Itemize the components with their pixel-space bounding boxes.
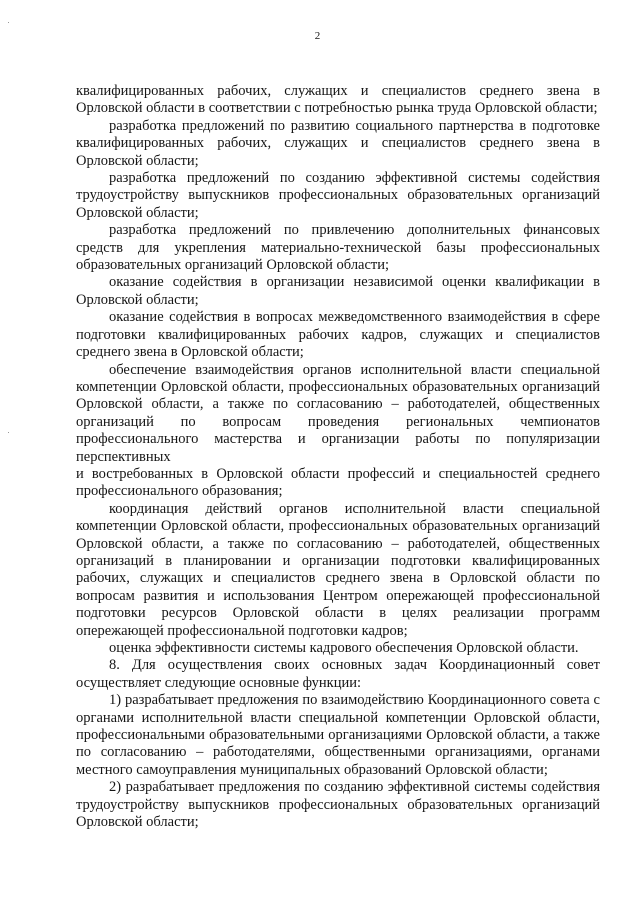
paragraph: и востребованных в Орловской области профессий и специальностей среднего профессионального образования; — [76, 465, 600, 500]
paragraph: 2) разрабатывает предложения по созданию эффективной системы содействия трудоустройству выпускников профессиональных образовательных организаций Орловской области; — [76, 779, 600, 831]
paragraph: 8. Для осуществления своих основных задач Координационный совет осуществляет следующие основные функции: — [76, 657, 600, 691]
paragraph: квалифицированных рабочих, служащих и специалистов среднего звена в Орловской области в соответствии с потребностью рынка труда Орловской области; — [76, 83, 600, 117]
scan-artifact — [8, 22, 9, 23]
paragraph: разработка предложений по созданию эффективной системы содействия трудоустройству выпускников профессиональных образовательных организаций Орловской области; — [76, 170, 600, 221]
page-number: 2 — [314, 30, 321, 42]
paragraph: оказание содействия в вопросах межведомственного взаимодействия в сфере подготовки квалифицированных рабочих кадров, служащих и специалистов среднего звена в Орловской области; — [76, 309, 600, 361]
paragraph: разработка предложений по развитию социального партнерства в подготовке квалифицированных рабочих, служащих и специалистов среднего звена в Орловской области; — [76, 117, 600, 169]
paragraph: оценка эффективности системы кадрового обеспечения Орловской области. — [109, 640, 579, 656]
document-body — [76, 83, 600, 831]
paragraph: координация действий органов исполнительной власти специальной компетенции Орловской области, профессиональных образовательных организаций Орловской области, а также по согласованию – работодателей, общественных организаций в планировании и организации подготовки квалифицированных рабочих, служащих и специалистов среднего звена в Орловской области по вопросам развития и использования Центром опережающей профессиональной подготовки ресурсов Орловской области в целях реализации программ опережающей профессиональной подготовки кадров; — [76, 500, 600, 639]
scan-artifact — [8, 432, 9, 433]
paragraph: оказание содействия в организации независимой оценки квалификации в Орловской области; — [76, 274, 600, 308]
paragraph: разработка предложений по привлечению дополнительных финансовых средств для укрепления материально-технической базы профессиональных образовательных организаций Орловской области; — [76, 222, 600, 274]
paragraph: 1) разрабатывает предложения по взаимодействию Координационного совета с органами исполнительной власти специальной компетенции Орловской области, профессиональными образовательными организациями Орловской области, а также по согласованию – работодателями, общественными организациями, органами местного самоуправления муниципальных образований Орловской области; — [76, 692, 600, 778]
paragraph: обеспечение взаимодействия органов исполнительной власти специальной компетенции Орловской области, профессиональных образовательных организаций Орловской области, а также по согласованию – работодателей, общественных организаций по вопросам проведения региональных чемпионатов профессионального мастерства и организации работы по популяризации перспективных — [76, 361, 600, 465]
